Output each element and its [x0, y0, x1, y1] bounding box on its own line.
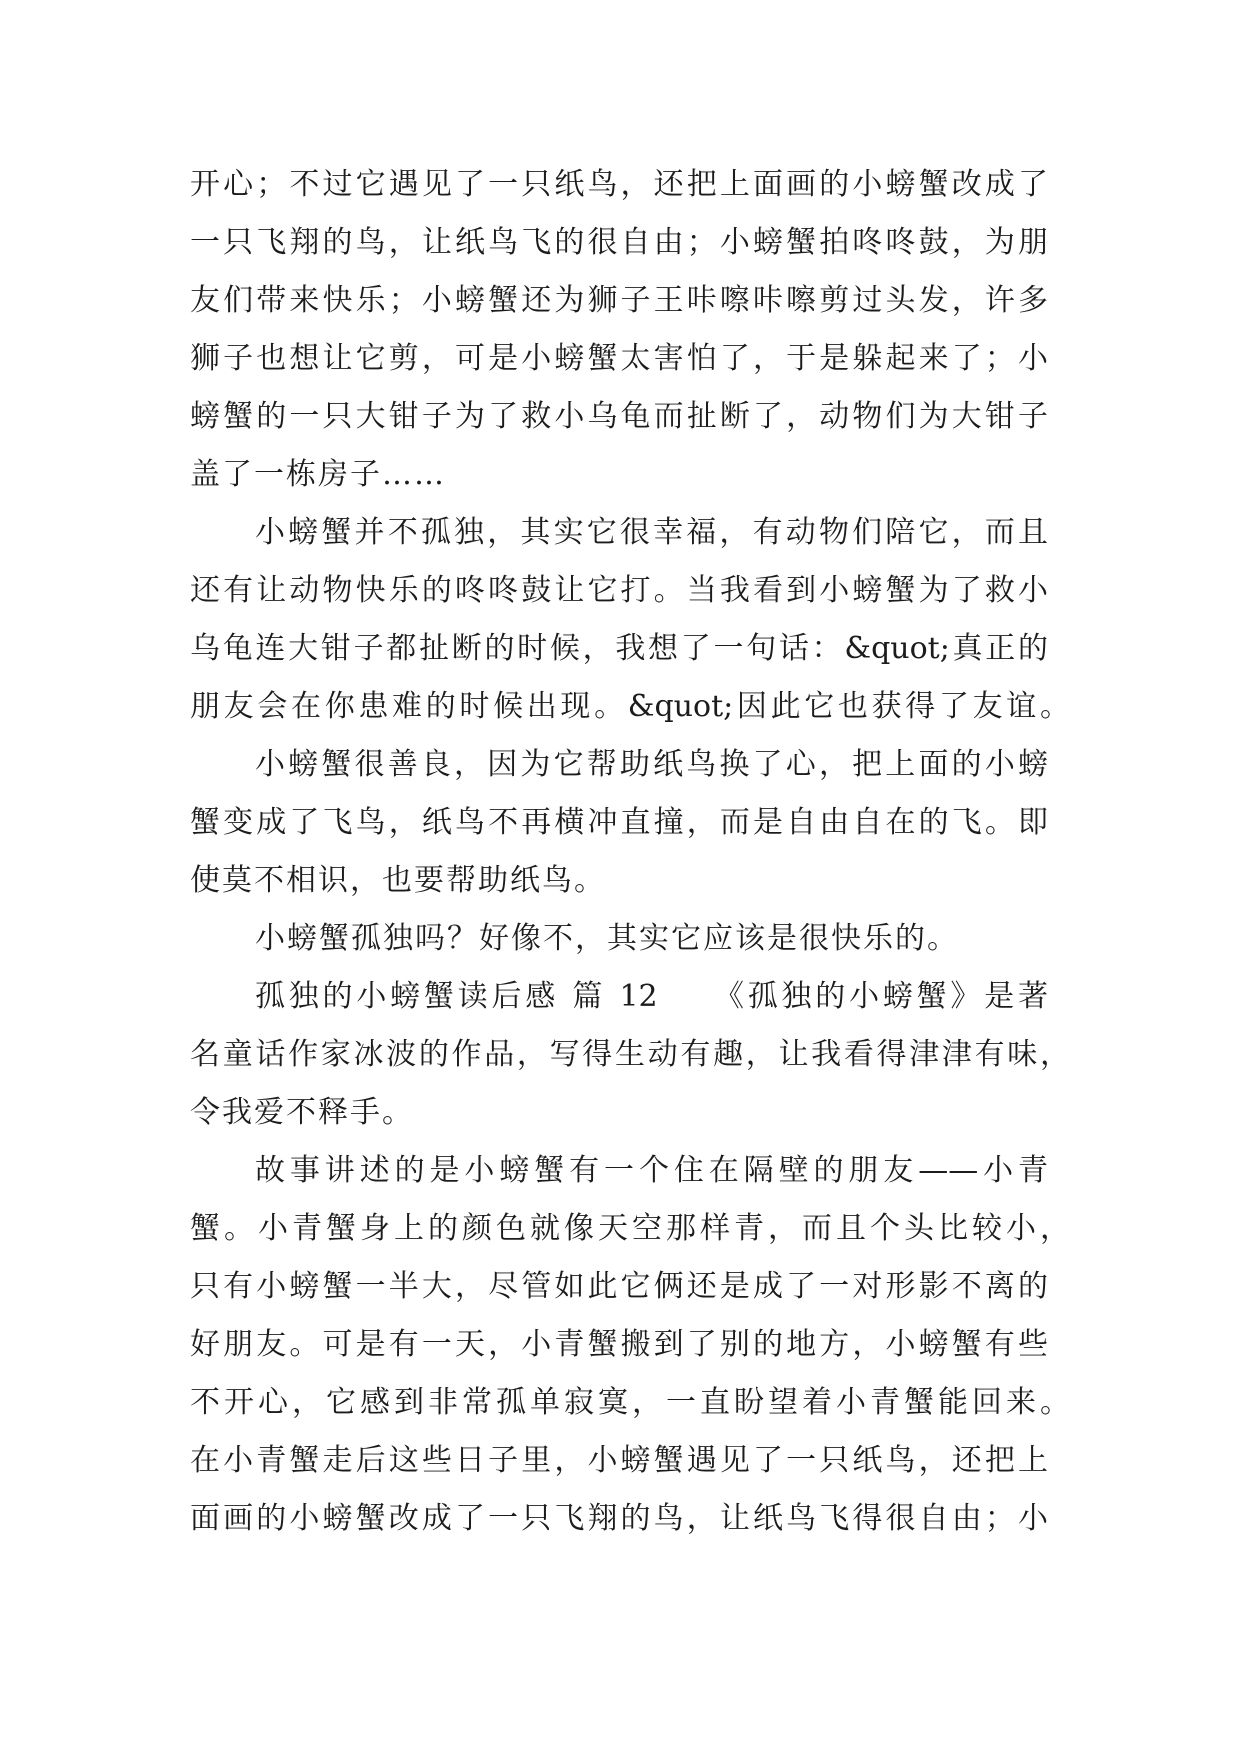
text-line: 面画的小螃蟹改成了一只飞翔的鸟，让纸鸟飞得很自由；小	[190, 1501, 1048, 1536]
text-line: 友们带来快乐；小螃蟹还为狮子王咔嚓咔嚓剪过头发，许多	[190, 283, 1048, 318]
text-line: 孤独的小螃蟹读后感 篇 12 《孤独的小螃蟹》是著	[255, 979, 1048, 1014]
text-line: 乌龟连大钳子都扯断的时候，我想了一句话：&quot;真正的	[190, 631, 1048, 666]
text-line: 一只飞翔的鸟，让纸鸟飞的很自由；小螃蟹拍咚咚鼓，为朋	[190, 225, 1048, 260]
paragraph	[190, 1142, 1090, 1548]
paragraph	[190, 504, 1090, 736]
text-line: 小螃蟹孤独吗？好像不，其实它应该是很快乐的。	[255, 921, 959, 956]
text-line: 狮子也想让它剪，可是小螃蟹太害怕了，于是躲起来了；小	[190, 341, 1048, 376]
text-line: 好朋友。可是有一天，小青蟹搬到了别的地方，小螃蟹有些	[190, 1327, 1048, 1362]
text-line: 名童话作家冰波的作品，写得生动有趣，让我看得津津有味，	[190, 1037, 1070, 1072]
document-body	[190, 156, 1090, 1548]
text-line: 开心；不过它遇见了一只纸鸟，还把上面画的小螃蟹改成了	[190, 167, 1048, 202]
paragraph	[190, 910, 1090, 968]
text-line: 小螃蟹并不孤独，其实它很幸福，有动物们陪它，而且	[255, 515, 1048, 550]
text-line: 还有让动物快乐的咚咚鼓让它打。当我看到小螃蟹为了救小	[190, 573, 1048, 608]
text-line: 令我爱不释手。	[190, 1095, 414, 1130]
text-line: 蟹变成了飞鸟，纸鸟不再横冲直撞，而是自由自在的飞。即	[190, 805, 1048, 840]
text-line: 小螃蟹很善良，因为它帮助纸鸟换了心，把上面的小螃	[255, 747, 1048, 782]
text-line: 蟹。小青蟹身上的颜色就像天空那样青，而且个头比较小，	[190, 1211, 1070, 1246]
paragraph	[190, 736, 1090, 910]
text-line: 不开心，它感到非常孤单寂寞，一直盼望着小青蟹能回来。	[190, 1385, 1070, 1420]
paragraph	[190, 156, 1090, 504]
text-line: 只有小螃蟹一半大，尽管如此它俩还是成了一对形影不离的	[190, 1269, 1048, 1304]
text-line: 故事讲述的是小螃蟹有一个住在隔壁的朋友——小青	[255, 1153, 1048, 1188]
text-line: 盖了一栋房子……	[190, 457, 446, 492]
text-line: 在小青蟹走后这些日子里，小螃蟹遇见了一只纸鸟，还把上	[190, 1443, 1048, 1478]
text-line: 使莫不相识，也要帮助纸鸟。	[190, 863, 606, 898]
text-line: 朋友会在你患难的时候出现。&quot;因此它也获得了友谊。	[190, 689, 1070, 724]
paragraph	[190, 968, 1090, 1142]
text-line: 螃蟹的一只大钳子为了救小乌龟而扯断了，动物们为大钳子	[190, 399, 1048, 434]
